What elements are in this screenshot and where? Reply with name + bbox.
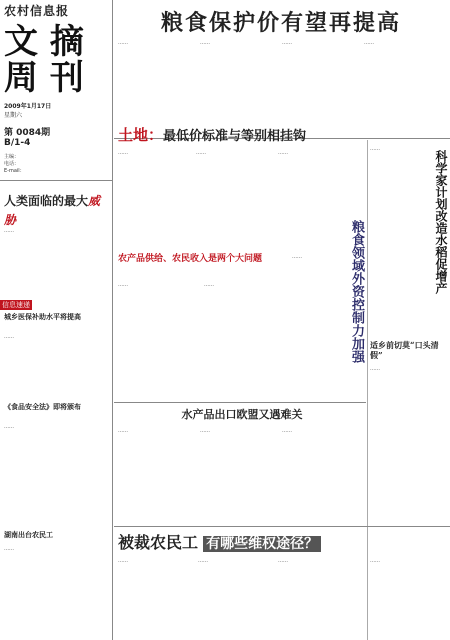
left-story3-body: …… (4, 546, 14, 552)
main-col3: …… (282, 40, 292, 46)
left-story2-title: 《食品安全法》即将颁布 (4, 402, 81, 411)
mudfish-headline-box (370, 340, 448, 362)
phone-label: 电话： (4, 161, 20, 167)
editor-label: 主编： (4, 154, 20, 160)
income-col1: …… (118, 282, 128, 288)
export-headline: 水产品出口欧盟又遇难关 (181, 408, 303, 421)
info-section-bar (0, 292, 112, 309)
grain-body: …… (292, 254, 302, 260)
masthead-title-line1: 文 摘 (4, 22, 84, 62)
page-range: B/1-4 (4, 138, 31, 148)
workers-col4: …… (370, 558, 380, 564)
email-label: E-mail： (4, 168, 25, 174)
main-col2: …… (200, 40, 210, 46)
paper-name: 农村信息报 (4, 4, 70, 18)
issue-weekday: 星期六 (4, 112, 23, 119)
left-story1-body: …… (4, 334, 14, 340)
left-story3-title: 湖南出台农民工 (4, 530, 53, 539)
land-headline: 最低价标准与等别相挂钩 (163, 129, 307, 144)
main-headline: 粮食保护价有望再提高 (160, 10, 401, 36)
masthead (0, 0, 112, 178)
land-col3: …… (278, 150, 288, 156)
left-story2-body: …… (4, 424, 14, 430)
workers-headline-em: 有哪些维权途径？ (203, 536, 321, 552)
mudfish-headline: 适乡前切莫“口头清假” (370, 340, 439, 360)
left-column (0, 0, 113, 640)
issue-number: 第 0084期 (4, 128, 51, 138)
export-col1: …… (118, 428, 128, 434)
left-story1-title: 城乡医保补助水平将提高 (4, 312, 81, 321)
workers-col1: …… (118, 558, 128, 564)
grain-vertical-headline: 粮食领域外资控制力加强 (349, 220, 364, 363)
main-col4: …… (364, 40, 374, 46)
land-col2: …… (196, 150, 206, 156)
income-headline: 农产品供给、农民收入是两个大问题 (118, 254, 263, 264)
export-col2: …… (200, 428, 210, 434)
workers-col3: …… (278, 558, 288, 564)
land-col1: …… (118, 150, 128, 156)
income-col2: …… (204, 282, 214, 288)
workers-headline: 被裁农民工 (118, 533, 199, 552)
disaster-headline-em: 威胁 (4, 194, 101, 227)
export-headline-box (118, 406, 366, 424)
workers-headline-box (118, 530, 444, 554)
disaster-body: …… (4, 228, 14, 234)
land-headline-box (118, 124, 368, 146)
info-section-label: 信息速递 (2, 301, 30, 309)
workers-col2: …… (198, 558, 208, 564)
mudfish-body: …… (370, 366, 380, 372)
main-headline-box (118, 6, 444, 36)
land-headline-prefix: 土地： (118, 126, 164, 144)
rice-body: …… (370, 146, 380, 152)
main-col1: …… (118, 40, 128, 46)
disaster-headline: 人类面临的最大 (4, 194, 89, 208)
rice-headline: 科学家计划改造水稻促增产 (434, 150, 448, 294)
export-col3: …… (282, 428, 292, 434)
issue-date: 2009年1月17日 (4, 103, 52, 110)
income-headline-box (118, 254, 288, 278)
masthead-title-line2: 周 刊 (4, 58, 84, 98)
disaster-headline-box (4, 190, 110, 227)
